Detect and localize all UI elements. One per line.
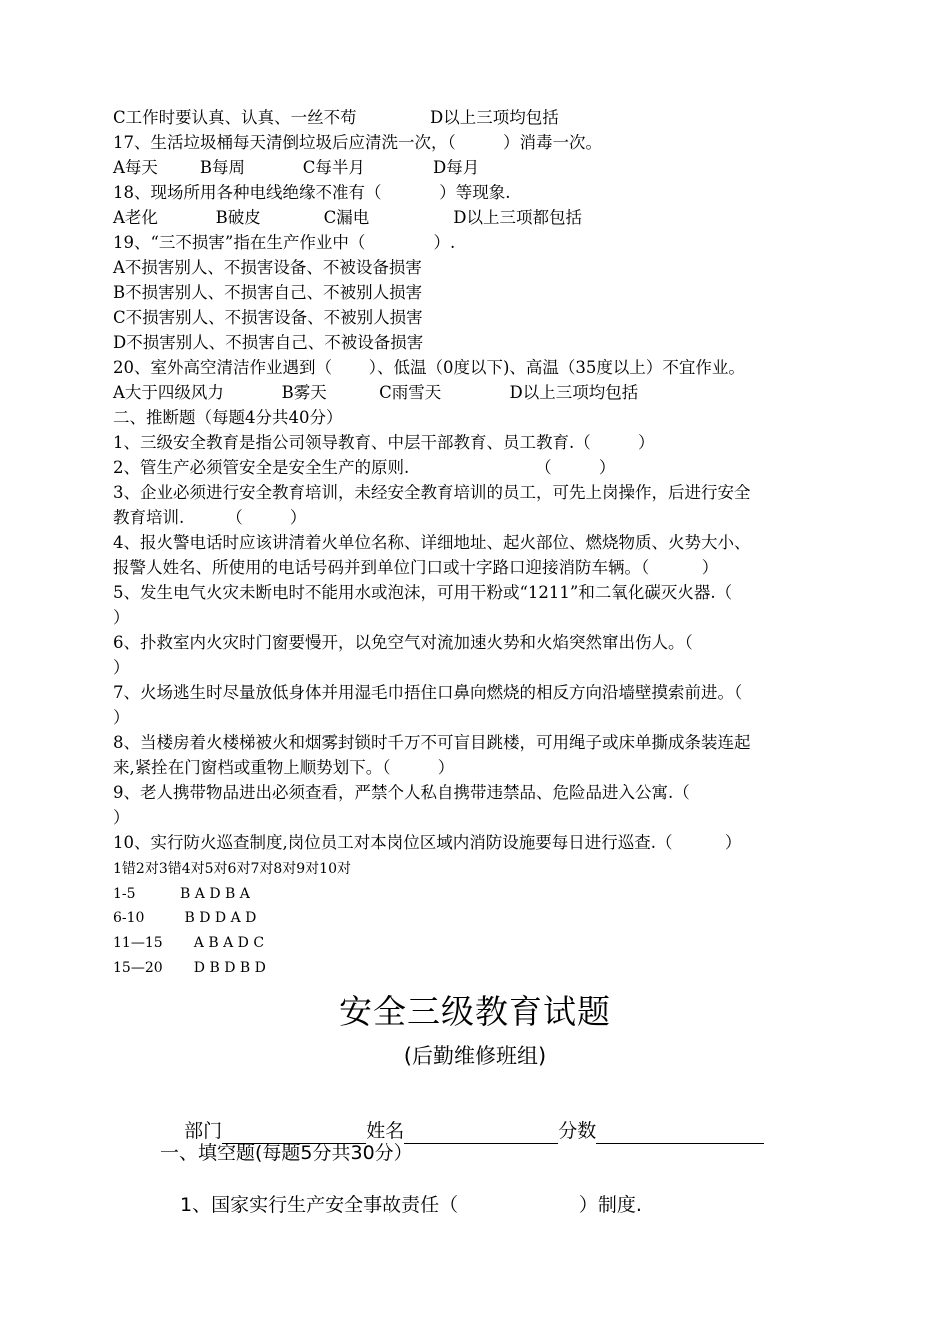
text-line: D不损害别人、不损害自己、不被设备损害 [113, 333, 424, 352]
answer-line: 6-10 B D D A D [113, 910, 257, 926]
text-line: 2、管生产必须管安全是安全生产的原则. （ ） [113, 458, 616, 477]
text-line: 1、三级安全教育是指公司领导教育、中层干部教育、员工教育.（ ） [113, 433, 655, 452]
answer-line: 1错2对3错4对5对6对7对8对9对10对 [113, 861, 351, 877]
score-field[interactable] [596, 1121, 764, 1144]
section-heading: 二、推断题（每题4分共40分） [113, 408, 343, 427]
name-field[interactable] [404, 1121, 558, 1144]
text-line: A大于四级风力 B雾天 C雨雪天 D以上三项均包括 [113, 383, 639, 402]
text-line: 10、实行防火巡查制度,岗位员工对本岗位区域内消防设施要每日进行巡查.（ ） [113, 833, 742, 852]
dept-label: 部门 [184, 1120, 223, 1142]
answer-line: 11—15 A B A D C [113, 935, 265, 951]
name-label: 姓名 [366, 1120, 405, 1142]
exam-subtitle: (后勤维修班组) [403, 1044, 547, 1068]
text-line: A老化 B破皮 C漏电 D以上三项都包括 [113, 208, 582, 227]
text-line: C不损害别人、不损害设备、不被别人损害 [113, 308, 423, 327]
exam-title: 安全三级教育试题 [339, 992, 611, 1031]
question-line: 1、国家实行生产安全事故责任（ ）制度. [180, 1194, 642, 1216]
text-line: 17、生活垃圾桶每天清倒垃圾后应清洗一次，（ ）消毒一次。 [113, 133, 602, 152]
text-line: 8、当楼房着火楼梯被火和烟雾封锁时千万不可盲目跳楼，可用绳子或床单撕成条装连起 [113, 733, 751, 752]
text-line: 4、报火警电话时应该讲清着火单位名称、详细地址、起火部位、燃烧物质、火势大小、 [113, 533, 751, 552]
text-line: B不损害别人、不损害自己、不被别人损害 [113, 283, 423, 302]
score-label: 分数 [558, 1120, 597, 1142]
section-heading: 一、填空题(每题5分共30分） [160, 1142, 413, 1164]
text-line: 3、企业必须进行安全教育培训，未经安全教育培训的员工，可先上岗操作，后进行安全 [113, 483, 751, 502]
text-line: 19、“三不损害”指在生产作业中（ ）. [113, 233, 456, 252]
answer-line: 15—20 D B D B D [113, 960, 266, 976]
text-line: A每天 B每周 C每半月 D每月 [113, 158, 480, 177]
text-line: 20、室外高空清洁作业遇到（ ）、低温（0度以下)、高温（35度以上）不宜作业。 [113, 358, 745, 377]
text-line: ） [113, 708, 130, 727]
text-line: A不损害别人、不损害设备、不被设备损害 [113, 258, 422, 277]
text-line: 来,紧拴在门窗档或重物上顺势划下。（ ） [113, 758, 455, 777]
text-line: ） [113, 608, 130, 627]
text-line: 报警人姓名、所使用的电话号码并到单位门口或十字路口迎接消防车辆。（ ） [113, 558, 719, 577]
text-line: ） [113, 808, 130, 827]
answer-line: 1-5 B A D B A [113, 886, 250, 902]
text-line: 18、现场所用各种电线绝缘不准有（ ）等现象. [113, 183, 511, 202]
text-line: 教育培训. （ ） [113, 508, 307, 527]
text-line: 6、扑救室内火灾时门窗要慢开，以免空气对流加速火势和火焰突然窜出伤人。（ [113, 633, 693, 652]
text-line: ） [113, 658, 130, 677]
text-line: 7、火场逃生时尽量放低身体并用湿毛巾捂住口鼻向燃烧的相反方向沿墙壁摸索前进。（ [113, 683, 743, 702]
text-line: 9、老人携带物品进出必须查看，严禁个人私自携带违禁品、危险品进入公寓.（ [113, 783, 690, 802]
text-line: C工作时要认真、认真、一丝不苟 D以上三项均包括 [113, 108, 559, 127]
text-line: 5、发生电气火灾未断电时不能用水或泡沫，可用干粉或“1211”和二氧化碳灭火器.（ [113, 583, 733, 602]
